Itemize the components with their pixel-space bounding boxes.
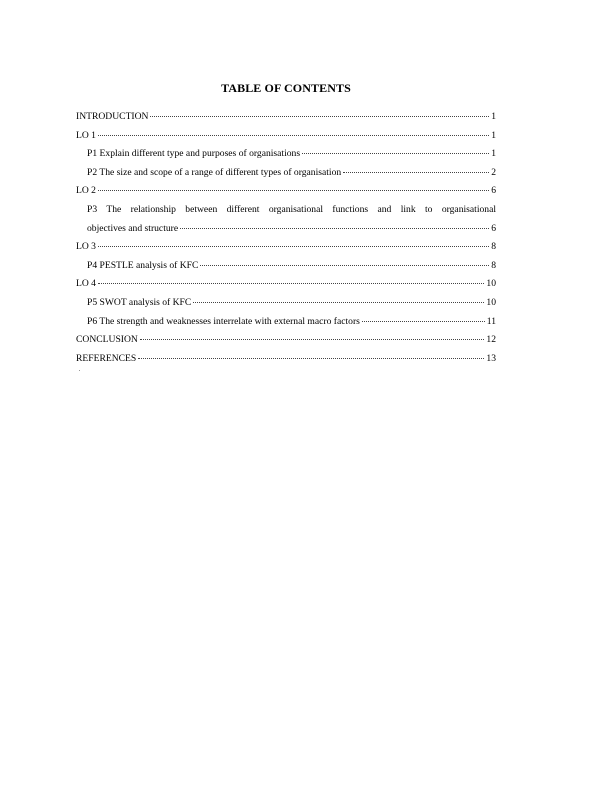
dot-leader [180, 228, 489, 229]
toc-entry-label: CONCLUSION [76, 334, 138, 346]
dot-leader [362, 321, 485, 322]
toc-entry-page: 8 [491, 241, 496, 253]
toc-entry-p4[interactable] [76, 257, 496, 276]
toc-entry-page: 12 [486, 334, 496, 346]
toc-entry-introduction[interactable] [76, 108, 496, 127]
toc-entry-page: 8 [491, 259, 496, 271]
toc-entry-p6[interactable] [76, 313, 496, 332]
toc-entry-page: 1 [491, 129, 496, 141]
dot-leader [138, 358, 484, 359]
toc-entry-label: P6 The strength and weaknesses interrelate with external macro factors [87, 315, 360, 327]
toc-entry-p3-line1[interactable]: P3 The relationship between different organisational functions and link to organisational [87, 203, 496, 215]
dot-leader [98, 135, 489, 136]
toc-entry-label: LO 2 [76, 185, 96, 197]
toc-entry-label: P2 The size and scope of a range of different types of organisation [87, 166, 342, 178]
toc-entry-label: LO 3 [76, 241, 96, 253]
toc-title: TABLE OF CONTENTS [221, 81, 351, 95]
dot-leader [140, 339, 485, 340]
toc-entry-page: 1 [491, 111, 496, 122]
dot-leader [150, 116, 489, 117]
dot-leader [193, 302, 484, 303]
toc-entry-label: REFERENCES [76, 352, 137, 364]
toc-entry-page: 10 [486, 296, 496, 308]
dot-leader [200, 265, 489, 266]
toc-entry-label: LO 1 [76, 129, 96, 141]
toc-entry-page: 6 [491, 185, 496, 197]
toc-entry-label: LO 4 [76, 278, 96, 290]
toc-entry-label: INTRODUCTION [76, 111, 149, 122]
toc-entry-page: 6 [491, 222, 496, 234]
toc-entry-page: 2 [491, 166, 496, 178]
toc-entry-page: 13 [486, 352, 496, 364]
dot-leader [98, 283, 484, 284]
toc-entry-label: P4 PESTLE analysis of KFC [87, 259, 199, 271]
toc-entry-label: objectives and structure [87, 222, 179, 234]
toc-entry-lo4[interactable] [76, 275, 496, 294]
toc-entry-lo1[interactable] [76, 127, 496, 146]
dot-leader [302, 153, 489, 154]
stray-mark [79, 370, 80, 371]
toc-list [76, 108, 496, 368]
dot-leader [343, 172, 489, 173]
toc-entry-p1[interactable] [76, 145, 496, 164]
toc-entry-page: 11 [486, 315, 496, 327]
toc-entry-lo3[interactable] [76, 238, 496, 257]
toc-entry-lo2[interactable] [76, 182, 496, 201]
toc-entry-label: P1 Explain different type and purposes of organisations [87, 148, 301, 160]
toc-entry-p5[interactable] [76, 294, 496, 313]
toc-entry-conclusion[interactable] [76, 331, 496, 350]
dot-leader [98, 246, 489, 247]
toc-entry-page: 1 [491, 148, 496, 160]
toc-entry-label: P5 SWOT analysis of KFC [87, 296, 192, 308]
toc-entry-references[interactable] [76, 350, 496, 369]
toc-entry-p2[interactable] [76, 164, 496, 183]
toc-entry-page: 10 [486, 278, 496, 290]
dot-leader [98, 190, 489, 191]
toc-entry-p3[interactable] [76, 220, 496, 239]
